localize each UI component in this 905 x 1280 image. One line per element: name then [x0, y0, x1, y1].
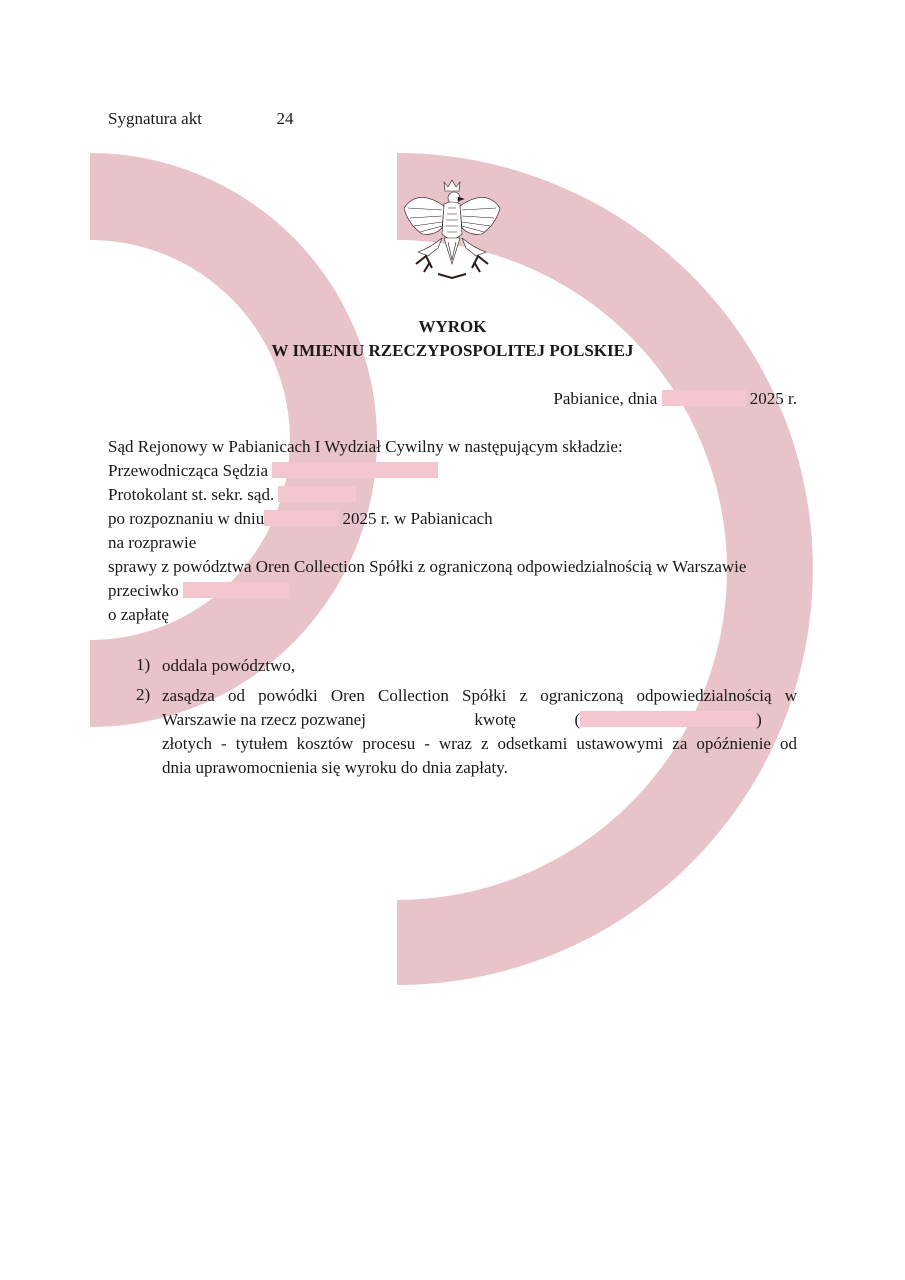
ruling-item [108, 654, 798, 678]
redaction [662, 390, 746, 406]
ruling-line: dnia uprawomocnienia się wyroku do dnia zapłaty. [162, 758, 508, 777]
claim-line: sprawy z powództwa Oren Collection Spółki z ograniczoną odpowiedzialnością w Warszawie [108, 557, 747, 576]
ruling-fragment: ( [574, 710, 581, 729]
redaction [183, 582, 289, 598]
ruling-number: 2) [136, 685, 151, 704]
ruling-fragment: Warszawie na rzecz pozwanej [162, 710, 366, 729]
ruling-line: zasądza od powódki Oren Collection Spółki z ograniczoną odpowiedzialnością w [162, 686, 797, 705]
clerk-line [108, 484, 356, 506]
place-date [553, 388, 797, 410]
ruling-item [108, 684, 798, 784]
against-label: przeciwko [108, 581, 179, 600]
redaction [520, 711, 570, 727]
ruling-text [162, 684, 797, 780]
judge-label: Przewodnicząca Sędzia [108, 461, 268, 480]
redaction [370, 711, 470, 727]
court-composition: Sąd Rejonowy w Pabianicach I Wydział Cywilny w następującym składzie: [108, 437, 623, 456]
ruling-fragment: kwotę [474, 710, 516, 729]
ruling-line [162, 708, 797, 732]
case-signature-suffix: 24 [276, 109, 294, 128]
against-line [108, 580, 289, 602]
redaction [278, 486, 356, 502]
ruling-number: 1) [136, 655, 151, 674]
case-signature-label: Sygnatura akt [108, 109, 202, 128]
hearing-line [108, 508, 493, 530]
redaction [580, 711, 756, 727]
case-signature [108, 108, 293, 130]
amount-words [574, 710, 761, 729]
page-title: WYROK [418, 317, 487, 336]
eagle-emblem-icon [398, 178, 506, 284]
place-date-year: 2025 r. [749, 389, 797, 408]
place-date-prefix: Pabianice, dnia [553, 389, 658, 408]
hearing-suffix: 2025 r. w Pabianicach [342, 509, 493, 528]
session-line: na rozprawie [108, 533, 197, 552]
redaction [272, 462, 438, 478]
redaction [206, 110, 272, 126]
ruling-line: złotych - tytułem kosztów procesu - wraz z odsetkami ustawowymi za opóźnienie od [162, 734, 797, 753]
ruling-fragment: ) [756, 710, 762, 729]
page-subtitle: W IMIENIU RZECZYPOSPOLITEJ POLSKIEJ [271, 341, 634, 360]
redaction [264, 510, 338, 526]
hearing-prefix: po rozpoznaniu w dniu [108, 509, 265, 528]
subject-line: o zapłatę [108, 605, 169, 624]
clerk-label: Protokolant st. sekr. sąd. [108, 485, 275, 504]
ruling-text: oddala powództwo, [162, 656, 296, 675]
judge-line [108, 460, 438, 482]
